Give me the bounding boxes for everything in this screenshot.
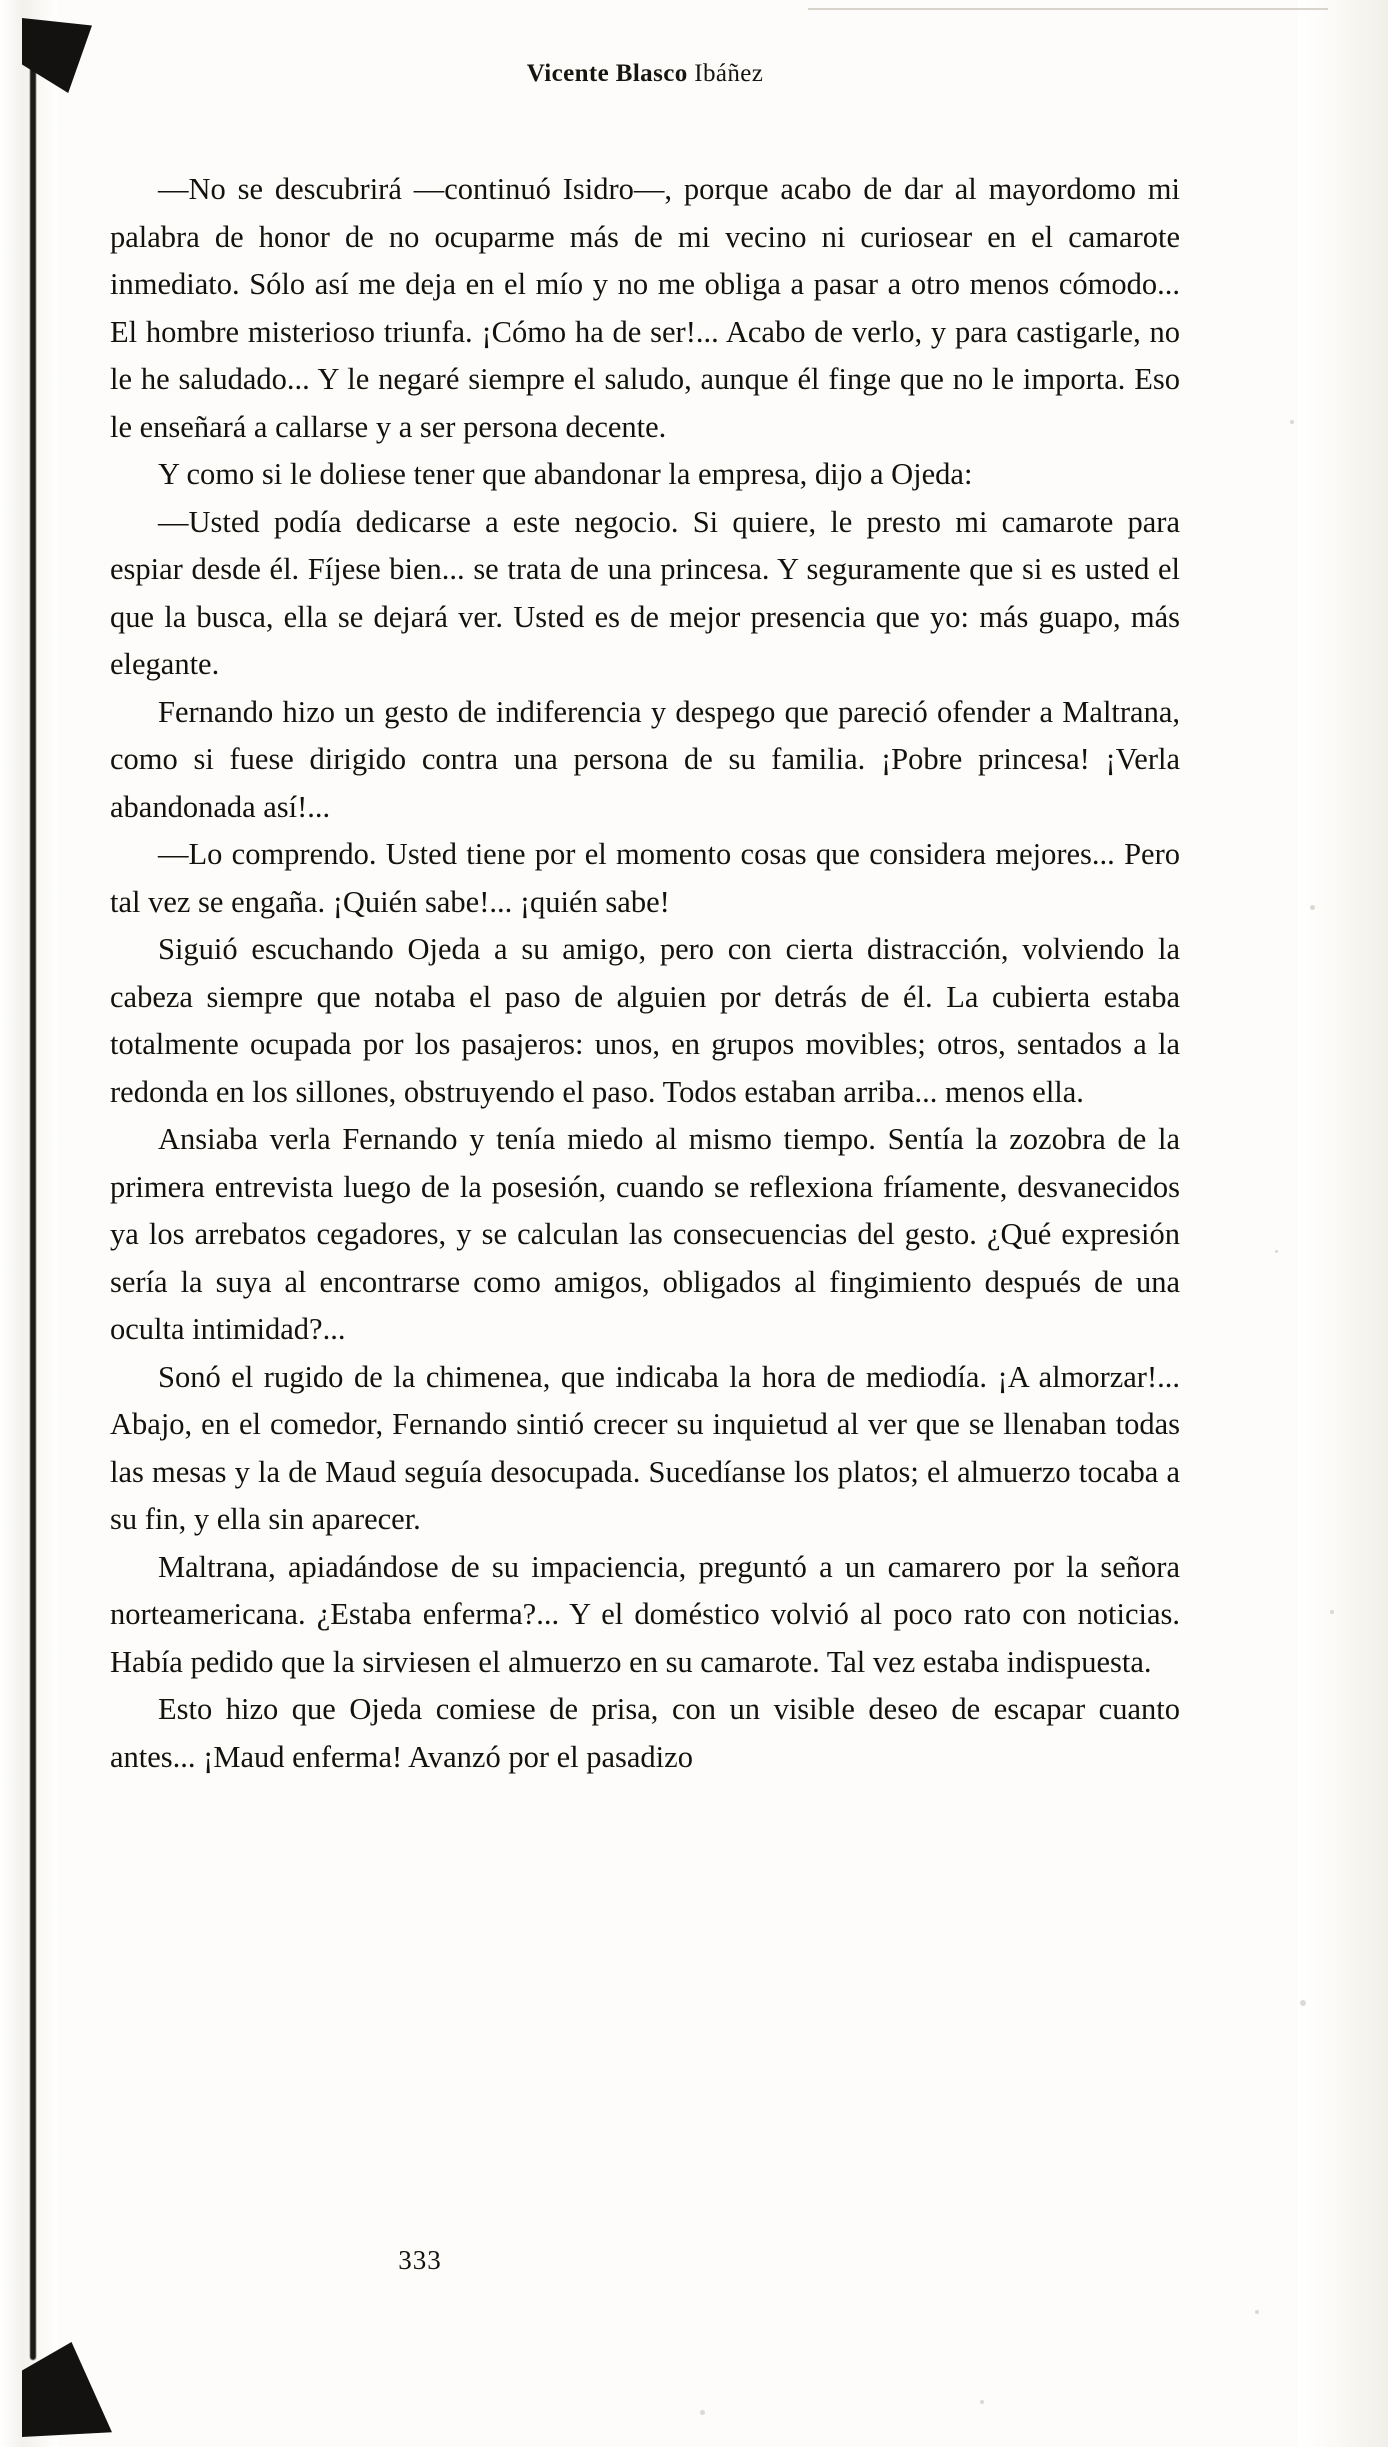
running-head-author-light: Ibáñez [687,60,764,87]
scan-speckle [1310,905,1315,910]
page-content [110,60,1180,1781]
scan-speckle [1255,2310,1259,2314]
paragraph: Esto hizo que Ojeda comiese de prisa, con un visible deseo de escapar cuanto antes... ¡Maud enferma! Avanzó por el pasadizo [110,1692,1180,1774]
scan-speckle [980,2400,984,2404]
paragraph: Fernando hizo un gesto de indiferencia y despego que pareció ofender a Maltrana, como si fuese dirigido contra una persona de su familia. ¡Pobre princesa! ¡Verla abandonada así!... [110,694,1180,824]
page-number: 333 [398,2245,442,2275]
scan-speckle [1290,420,1294,424]
paragraph: Siguió escuchando Ojeda a su amigo, pero con cierta distracción, volviendo la cabeza siempre que notaba el paso de alguien por detrás de él. La cubierta estaba totalmente ocupada por los pasajeros: unos, en grupos movibles; otros, sentados a la redonda en los sillones, obstruyendo el paso. Todos estaban arriba... menos ella. [110,932,1180,1109]
paragraph: —Lo comprendo. Usted tiene por el momento cosas que considera mejores... Pero tal vez se engaña. ¡Quién sabe!... ¡quién sabe! [110,837,1180,919]
paragraph: Sonó el rugido de la chimenea, que indicaba la hora de mediodía. ¡A almorzar!... Abajo, en el comedor, Fernando sintió crecer su inquietud al ver que se llenaban todas las mesas y la de Maud seguía desocupada. Sucedíanse los platos; el almuerzo tocaba a su fin, y ella sin aparecer. [110,1359,1180,1536]
running-head-author-bold: Vicente Blasco [526,60,688,87]
page-top-scan-line [808,8,1328,10]
paragraph: Ansiaba verla Fernando y tenía miedo al mismo tiempo. Sentía la zozobra de la primera entrevista luego de la posesión, cuando se reflexiona fríamente, desvanecidos ya los arrebatos cegadores, y se calculan las consecuencias del gesto. ¿Qué expresión sería la suya al encontrarse como amigos, obligados al fingimiento después de una oculta intimidad?... [110,1122,1180,1346]
book-spine-shadow [30,40,36,2360]
paragraph: Maltrana, apiadándose de su impaciencia, preguntó a un camarero por la señora norteamericana. ¿Estaba enferma?... Y el doméstico volvió al poco rato con noticias. Había pedido que la sirviesen el almuerzo en su camarote. Tal vez estaba indispuesta. [110,1549,1180,1679]
paragraph: Y como si le doliese tener que abandonar la empresa, dijo a Ojeda: [158,457,973,491]
paragraph: —Usted podía dedicarse a este negocio. Si quiere, le presto mi camarote para espiar desde él. Fíjese bien... se trata de una princesa. Y seguramente que si es usted el que la busca, ella se dejará ver. Usted es de mejor presencia que yo: más guapo, más elegante. [110,504,1180,681]
page-right-edge-shadow [1298,0,1388,2447]
body-text [110,166,1180,1781]
scan-speckle [1300,2000,1306,2006]
scan-speckle [700,2410,705,2415]
page-left-edge-shadow [0,0,58,2447]
scan-speckle [1330,1610,1334,1614]
running-head [110,60,1180,88]
scan-speckle [1275,1250,1278,1253]
paragraph: —No se descubrirá —continuó Isidro—, porque acabo de dar al mayordomo mi palabra de honor de no ocuparme más de mi vecino ni curiosear en el camarote inmediato. Sólo así me deja en el mío y no me obliga a pasar a otro menos cómodo... El hombre misterioso triunfa. ¡Cómo ha de ser!... Acabo de verlo, y para castigarle, no le he saludado... Y le negaré siempre el saludo, aunque él finge que no le importa. Eso le enseñará a callarse y a ser persona decente. [110,172,1180,444]
